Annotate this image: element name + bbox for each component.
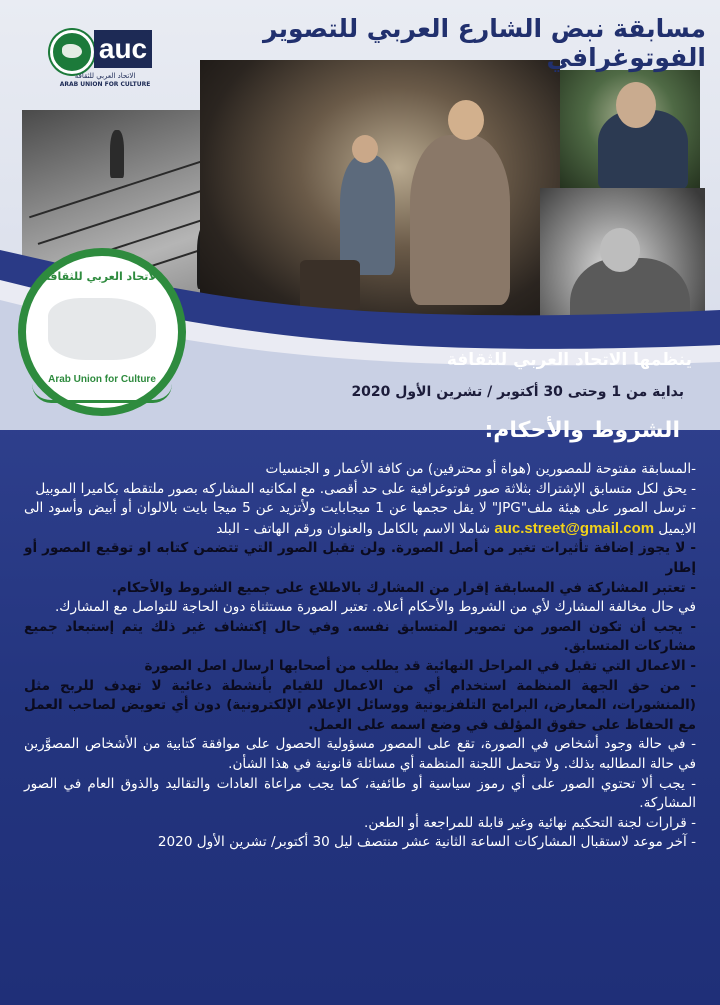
- arab-union-badge: [18, 248, 186, 416]
- arab-world-map-icon: [48, 298, 156, 360]
- laurel-icon: [32, 384, 172, 403]
- terms-heading: الشروط والأحكام:: [484, 418, 680, 443]
- auc-emblem-icon: [50, 30, 94, 74]
- logo-name-ar: الاتحاد العربي للثقافة: [74, 72, 136, 80]
- term-item: - يجب أن تكون الصور من تصوير المتسابق نفسه. وفي حال إكتشاف غير ذلك يتم إستبعاد جميع مشاركات المتسابق.: [24, 618, 696, 655]
- term-item: - يحق لكل متسابق الإشتراك بثلاثة صور فوتوغرافية على حد أقصى. مع امكانيه المشاركه بصور ملتقطه بكاميرا الموبيل: [35, 480, 696, 497]
- badge-text-en: Arab Union for Culture: [48, 374, 156, 385]
- term-item: -المسابقة مفتوحة للمصورين (هواة أو محترفين) من كافة الأعمار و الجنسيات: [265, 461, 696, 477]
- contact-email-link[interactable]: auc.street@gmail.com: [494, 519, 655, 537]
- term-item: في حال مخالفة المشارك لأي من الشروط والأحكام أعلاه. تعتبر الصورة مستثناة دون الحاجة للتواصل مع المشارك.: [54, 599, 696, 616]
- page-title: مسابقة نبض الشارع العربي للتصوير الفوتوغرافي: [263, 14, 706, 72]
- terms-list: [24, 460, 696, 853]
- term-item: [24, 499, 696, 539]
- organizer-line: ينظمها الاتحاد العربي للثقافة: [446, 350, 692, 370]
- old-man-photo: [560, 70, 700, 188]
- logo-name-en: ARAB UNION FOR CULTURE: [59, 81, 151, 88]
- term-item: - من حق الجهة المنظمة استخدام أي من الاعمال للقيام بأنشطة دعائية لا تهدف للربح مثل (المنشورات، المعارض، البرامج التلفزيونية ووسائل الإعلام الإلكترونية) دون أي تعويض لصاحب العمل مع الحفاظ على حقوق المؤلف في وضع اسمه على العمل.: [24, 677, 696, 733]
- term-item: - قرارات لجنة التحكيم نهائية وغير قابلة للمراجعة أو الطعن.: [364, 814, 696, 831]
- term-item: - آخر موعد لاستقبال المشاركات الساعة الثانية عشر منتصف ليل 30 أكتوبر/ تشرين الأول 2020: [157, 834, 696, 851]
- term-text: - ترسل الصور على هيئة ملف"JPG" لا يقل حجمها عن 1 ميجابايت ولأتزيد عن 5 ميجا بايت بالالوان أو أبيض وأسود الى الايميل: [24, 500, 696, 537]
- term-item: - الاعمال التي تقبل في المراحل النهائية قد يطلب من أصحابها ارسال اصل الصورة: [144, 657, 696, 674]
- term-item: - في حالة وجود أشخاص في الصورة، تقع على المصور مسؤولية الحصول على موافقة كتابية من الأشخاص المصوَّرين في حالة المطالبه بذلك. ولا تتحمل اللجنة المنظمة أي مسائلة قانونية في هذا الشأن.: [24, 736, 696, 772]
- logo-wordmark: auc: [94, 30, 152, 68]
- badge-text-ar: الاتحاد العربي للثقافة: [43, 270, 161, 283]
- term-text: شاملا الاسم بالكامل والعنوان ورقم الهاتف - البلد: [216, 520, 491, 537]
- term-item: - لا يجوز إضافة تأثيرات تغير من أصل الصورة. ولن تقبل الصور التي تتضمن كتابه او توقيع المصور أو إطار: [24, 540, 696, 576]
- term-item: - يجب ألا تحتوي الصور على أي رموز سياسية أو طائفية، كما يجب مراعاة العادات والتقاليد والذوق العام في الصور المشاركة.: [24, 775, 696, 812]
- term-item: - تعتبر المشاركة في المسابقة إقرار من المشارك بالاطلاع على جميع الشروط والأحكام.: [111, 579, 696, 596]
- auc-logo: [50, 28, 160, 88]
- competition-dates: بداية من 1 وحتى 30 أكتوبر / تشرين الأول 2020: [351, 384, 684, 400]
